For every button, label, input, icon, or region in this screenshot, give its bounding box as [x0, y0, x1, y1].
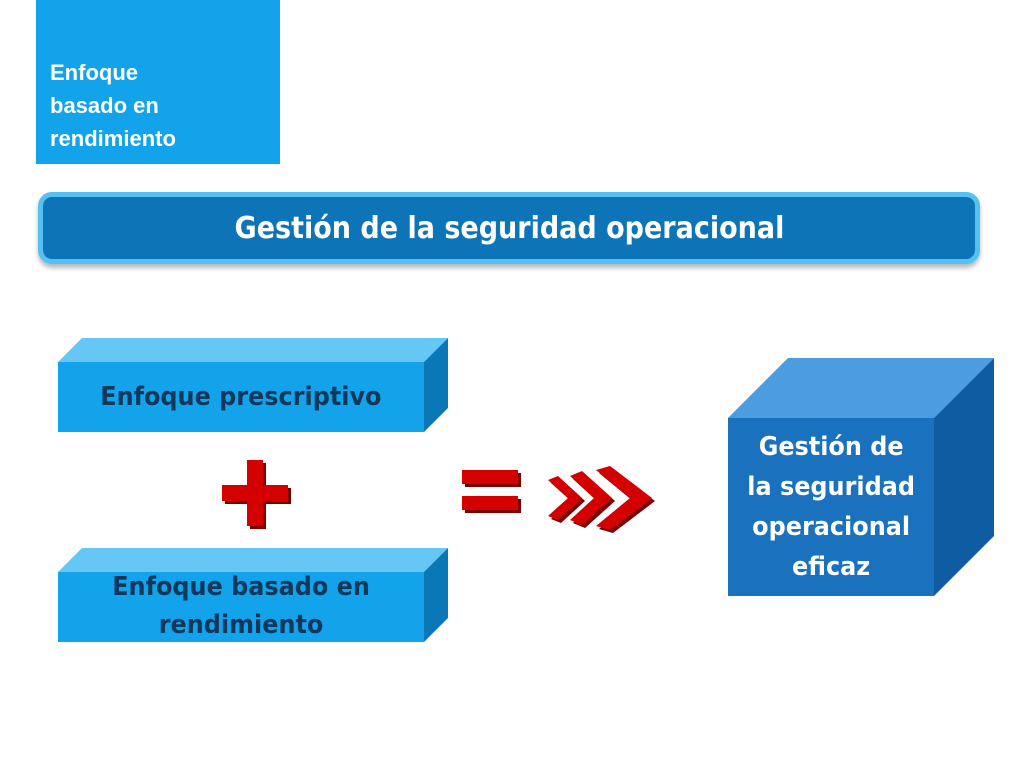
result-block-label: Gestión de la seguridad operacional eficaz — [747, 432, 915, 582]
title-text: Gestión de la seguridad operacional — [234, 210, 784, 246]
title-bar — [38, 192, 980, 264]
corner-tab — [36, 0, 280, 164]
prescriptive-block-top — [58, 338, 448, 362]
equals-icon — [462, 468, 524, 518]
prescriptive-block-label: Enfoque prescriptivo — [100, 382, 382, 412]
corner-tab-text: Enfoque basado en rendimiento — [50, 60, 176, 151]
chevron-triple-right-icon — [548, 470, 663, 534]
plus-icon — [220, 458, 290, 528]
performance-block-label: Enfoque basado en rendimiento — [112, 572, 370, 640]
